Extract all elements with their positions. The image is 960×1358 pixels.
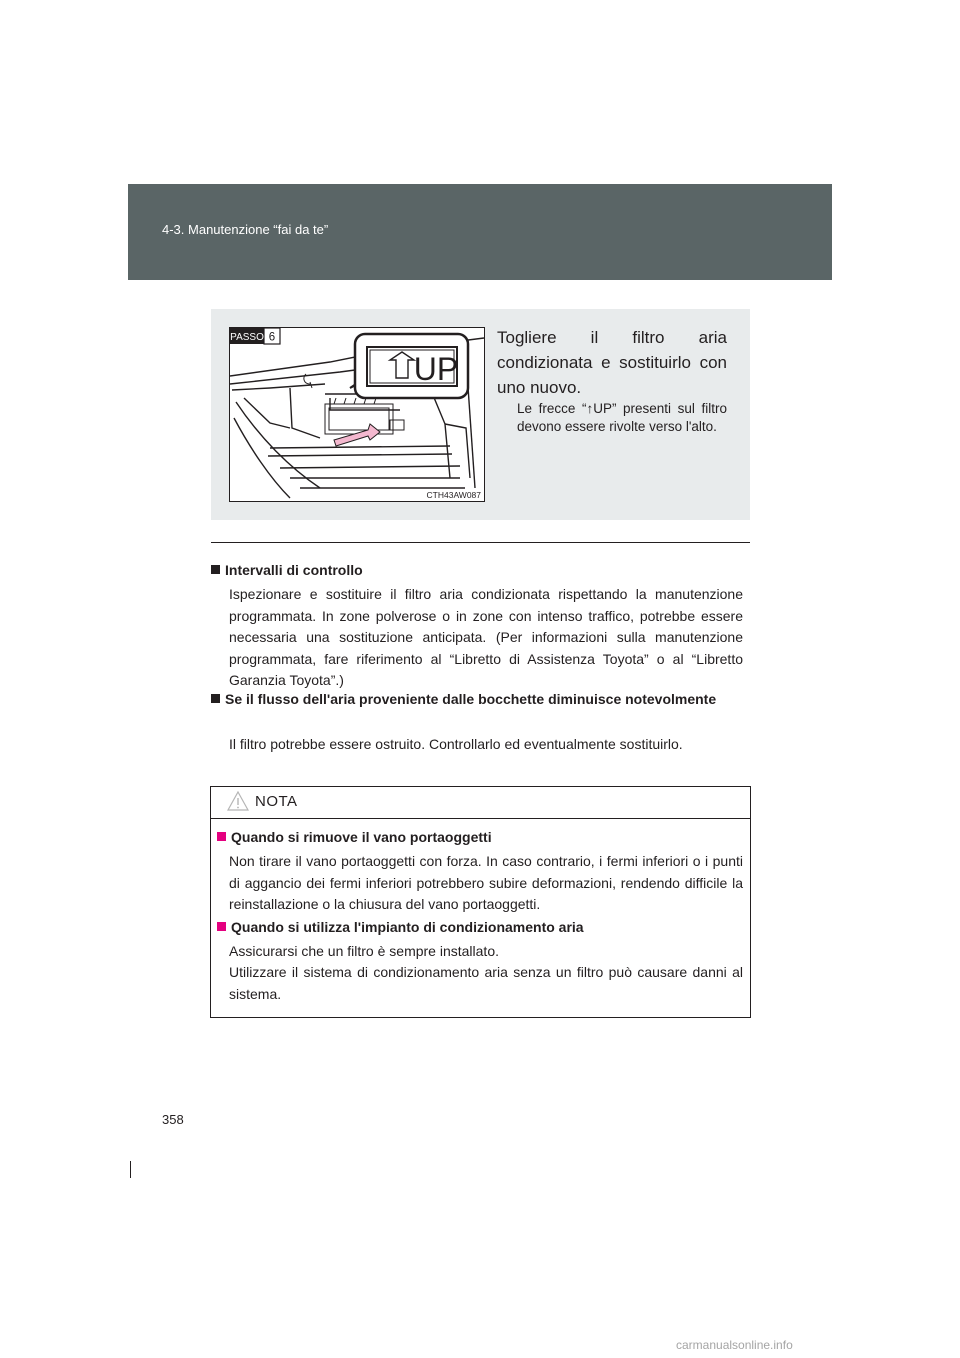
- notice-heading: [217, 828, 747, 847]
- notice-heading: [217, 918, 747, 937]
- section-heading-text: Intervalli di controllo: [225, 562, 363, 578]
- section-heading: [211, 690, 744, 709]
- page-number: 358: [162, 1112, 184, 1127]
- glove-box-filter-drawing: [230, 328, 484, 501]
- notice-heading-text: Quando si rimuove il vano portaoggetti: [231, 829, 492, 845]
- step-illustration: [229, 327, 485, 502]
- section-body: Ispezionare e sostituire il filtro aria condizionata rispettando la manutenzione programmata. In zone polverose o in zone con intenso traffico, potrebbe essere necessaria una sostituzione anticipata. (Per informazioni sulla manutenzione programmata, fare riferimento al “Libretto di Assistenza Toyota” o al “Libretto Garanzia Toyota”.): [229, 586, 743, 688]
- notice-body-line: Assicurarsi che un filtro è sempre installato.: [229, 943, 499, 959]
- notice-body-line: Utilizzare il sistema di condizionamento aria senza un filtro può causare danni al sistema.: [229, 964, 743, 1002]
- chapter-title: 4-3. Manutenzione “fai da te”: [162, 222, 329, 237]
- section-divider: [211, 542, 750, 543]
- callout-up-label: UP: [413, 351, 459, 387]
- square-bullet-icon: [211, 694, 220, 703]
- square-bullet-icon: [217, 922, 226, 931]
- step-note: Le frecce “↑UP” presenti sul filtro devono essere rivolte verso l'alto.: [517, 401, 727, 434]
- step-instruction: Togliere il filtro aria condizionata e sostituirlo con uno nuovo.: [497, 328, 727, 397]
- section-heading-text: Se il flusso dell'aria proveniente dalle bocchette diminuisce notevolmente: [225, 691, 717, 707]
- square-bullet-icon: [211, 565, 220, 574]
- step-badge-number: 6: [268, 331, 276, 344]
- section-heading: [211, 561, 744, 580]
- image-code: CTH43AW087: [426, 490, 481, 500]
- warning-triangle-icon: [227, 790, 249, 812]
- notice-body: Non tirare il vano portaoggetti con forza. In caso contrario, i fermi inferiori o i punti di aggancio dei fermi inferiori potrebbero subire deformazioni, rendendo difficile la reinstallazione o la chiusura del vano portaoggetti.: [229, 853, 743, 912]
- notice-title: NOTA: [255, 793, 298, 810]
- section-body: Il filtro potrebbe essere ostruito. Controllarlo ed eventualmente sostituirlo.: [229, 736, 683, 752]
- crop-mark: [130, 1161, 131, 1178]
- step-badge-label: PASSO: [230, 332, 264, 343]
- square-bullet-icon: [217, 832, 226, 841]
- notice-title-bar: [211, 787, 750, 819]
- notice-heading-text: Quando si utilizza l'impianto di condizionamento aria: [231, 919, 584, 935]
- watermark: carmanualsonline.info: [676, 1338, 793, 1352]
